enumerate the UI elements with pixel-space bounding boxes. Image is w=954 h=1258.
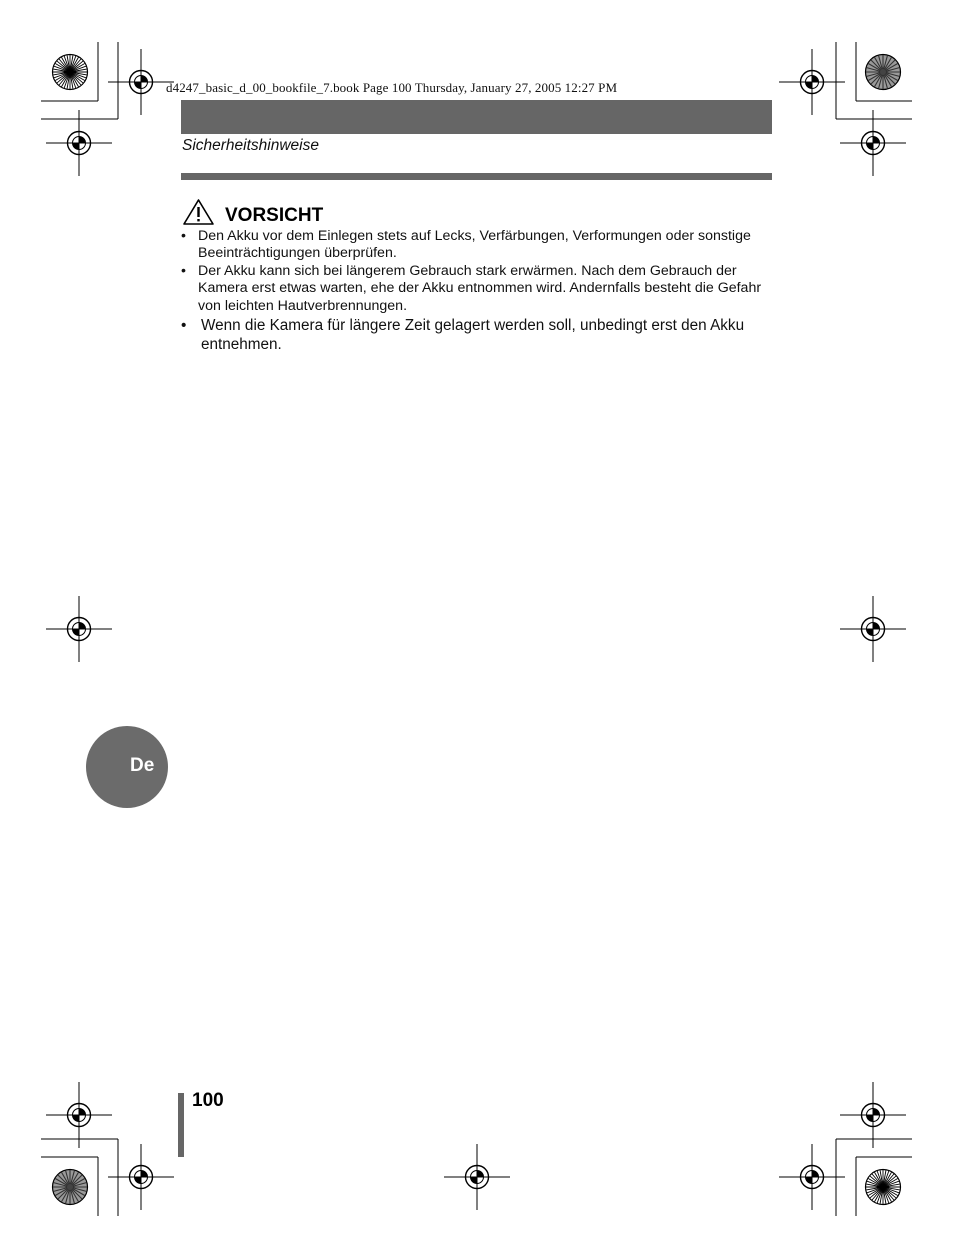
page-number: 100 (192, 1090, 224, 1111)
caution-list (181, 228, 776, 354)
page-number-bar (178, 1093, 184, 1157)
caution-heading (182, 197, 323, 227)
language-tab (86, 726, 168, 808)
corner-lines (41, 42, 912, 1216)
header-bar (181, 100, 772, 134)
list-item: • Der Akku kann sich bei längerem Gebrauch stark erwärmen. Nach dem Gebrauch der Kamera erst etwas warten, ehe der Akku entnommen wird. Andernfalls besteht die Gefahr von leichten Hautverbrennungen. (181, 263, 776, 315)
section-rule (181, 173, 772, 180)
section-title: Sicherheitshinweise (182, 137, 319, 154)
star-targets (53, 55, 901, 1205)
print-info-line: d4247_basic_d_00_bookfile_7.book Page 100 Thursday, January 27, 2005 12:27 PM (166, 80, 618, 95)
list-item: • Wenn die Kamera für längere Zeit gelagert werden soll, unbedingt erst den Akku entnehmen. (181, 317, 776, 354)
caution-title: VORSICHT (225, 205, 324, 226)
registration-marks (46, 49, 906, 1210)
warning-triangle-icon (182, 198, 215, 226)
language-tab-label: De (130, 755, 155, 776)
list-item: • Den Akku vor dem Einlegen stets auf Lecks, Verfärbungen, Verformungen oder sonstige Beeinträchtigungen überprüfen. (181, 228, 776, 263)
